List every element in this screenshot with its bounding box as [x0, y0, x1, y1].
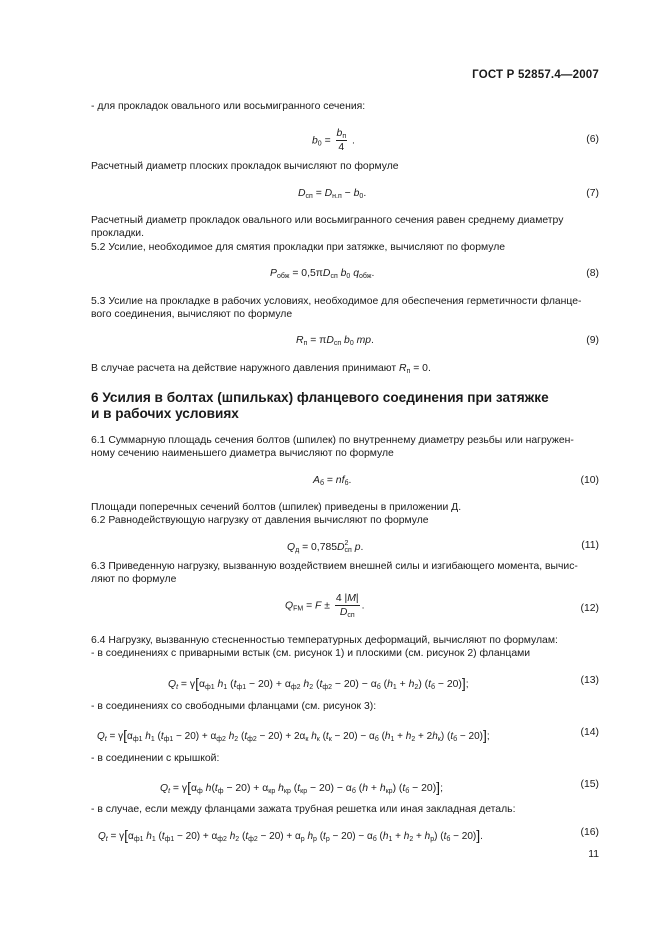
equation-number-15: (15)	[580, 779, 599, 790]
paragraph-tube-sheet: - в случае, если между фланцами зажата трубная решетка или иная закладная деталь:	[91, 804, 516, 815]
paragraph-6-1-1: 6.1 Суммарную площадь сечения болтов (шпилек) по внутреннему диаметру резьбы или нагружен-	[91, 435, 574, 446]
paragraph-appendix: Площади поперечных сечений болтов (шпилек) приведены в приложении Д.	[91, 502, 462, 513]
formula-10: $A_б = nf_б$.	[313, 475, 352, 487]
formula-11: $Q_д = 0,785D$ 2 сп p.	[287, 540, 364, 554]
formula-15: $Q_t = \gamma[\alpha_ф$ $h(t_ф - 20) + \alpha_{кр}$ $h_{кр}$ $(t_{кр} - 20) - \alpha_б$ $(h + h_{кр})$ $(t_б - 20)$];	[160, 779, 443, 795]
formula-14: $Q_t = \gamma[\alpha_{ф1}$ $h_1$ $(t_{ф1} - 20) + \alpha_{ф2}$ $h_2$ $(t_{ф2} - 20) + 2\alpha_к$ $h_к$ $(t_к - 20) - \alpha_б$ $(h_1 + h_2 + 2h_к) (t_б - 20)$];	[97, 727, 490, 743]
paragraph-external-pressure: В случае расчета на действие наружного давления принимают $R_п = 0$.	[91, 363, 431, 375]
paragraph-6-3-2: ляют по формуле	[91, 574, 177, 585]
equation-number-13: (13)	[580, 675, 599, 686]
paragraph-oval-gasket: - для прокладок овального или восьмигранного сечения:	[91, 101, 366, 112]
formula-8: $P_{обж} = 0,5\pi D_{сп}$ $b_0$ $q_{обж}$.	[270, 268, 375, 280]
formula-16: $Q_t = \gamma[\alpha_{ф1}$ $h_1$ $(t_{ф1} - 20) + \alpha_{ф2}$ $h_2$ $(t_{ф2} - 20) + \alpha_р$ $h_р$ $(t_р - 20) - \alpha_б$ $(h_1 + h_2 + h_р) (t_б - 20)$].	[98, 827, 483, 843]
paragraph-5-3-1: 5.3 Усилие на прокладке в рабочих условиях, необходимое для обеспечения герметичности фланце-	[91, 296, 582, 307]
paragraph-6-2: 6.2 Равнодействующую нагрузку от давления вычисляют по формуле	[91, 515, 429, 526]
formula-6: $b_0$ = $\frac{b_п}{4}$ .	[312, 128, 355, 153]
section-6-title-line-2: и в рабочих условиях	[91, 406, 239, 421]
paragraph-calc-oval-1: Расчетный диаметр прокладок овального или восьмигранного сечения равен среднему диаметру	[91, 215, 564, 226]
formula-12: $Q_{FM} = F$ ± $\frac{4 |M|}{D_{сп}}$ .	[285, 593, 365, 619]
paragraph-6-4: 6.4 Нагрузку, вызванную стесненностью температурных деформаций, вычисляют по формулам:	[91, 635, 558, 646]
equation-number-11: (11)	[581, 540, 599, 551]
external-pressure-tail: = 0.	[410, 363, 431, 374]
external-pressure-text: В случае расчета на действие наружного давления принимают	[91, 363, 397, 374]
formula-9: $R_п = \pi D_{сп}$ $b_0$ mp.	[296, 335, 374, 347]
paragraph-calc-flat: Расчетный диаметр плоских прокладок вычисляют по формуле	[91, 161, 399, 172]
paragraph-5-2: 5.2 Усилие, необходимое для смятия прокладки при затяжке, вычисляют по формуле	[91, 242, 506, 253]
equation-number-12: (12)	[580, 603, 599, 614]
paragraph-cover: - в соединении с крышкой:	[91, 753, 220, 764]
equation-number-7: (7)	[586, 188, 599, 199]
document-code-header: ГОСТ Р 52857.4—2007	[472, 69, 599, 81]
paragraph-welded-flanges: - в соединениях с приварными встык (см. рисунок 1) и плоскими (см. рисунок 2) фланцами	[91, 648, 531, 659]
formula-7: $D_{сп} = D_{н.п} - b_0$.	[298, 188, 367, 200]
paragraph-calc-oval-2: прокладки.	[91, 228, 144, 239]
page-number: 11	[588, 849, 599, 860]
equation-number-16: (16)	[580, 827, 599, 838]
equation-number-9: (9)	[586, 335, 599, 346]
paragraph-loose-flanges: - в соединениях со свободными фланцами (см. рисунок 3):	[91, 701, 377, 712]
formula-13: $Q_t = \gamma[\alpha_{ф1}$ $h_1$ $(t_{ф1} - 20) + \alpha_{ф2}$ $h_2$ $(t_{ф2} - 20) - \alpha_б$ $(h_1 + h_2) (t_б - 20)$];	[168, 675, 469, 691]
paragraph-5-3-2: вого соединения, вычисляют по формуле	[91, 309, 293, 320]
equation-number-8: (8)	[586, 268, 599, 279]
equation-number-6: (6)	[586, 134, 599, 145]
section-6-title-line-1: 6 Усилия в болтах (шпильках) фланцевого соединения при затяжке	[91, 390, 549, 405]
equation-number-10: (10)	[580, 475, 599, 486]
paragraph-6-3-1: 6.3 Приведенную нагрузку, вызванную воздействием внешней силы и изгибающего момента, вычис-	[91, 561, 578, 572]
paragraph-6-1-2: ному сечению наименьшего диаметра вычисляют по формуле	[91, 448, 394, 459]
equation-number-14: (14)	[580, 727, 599, 738]
